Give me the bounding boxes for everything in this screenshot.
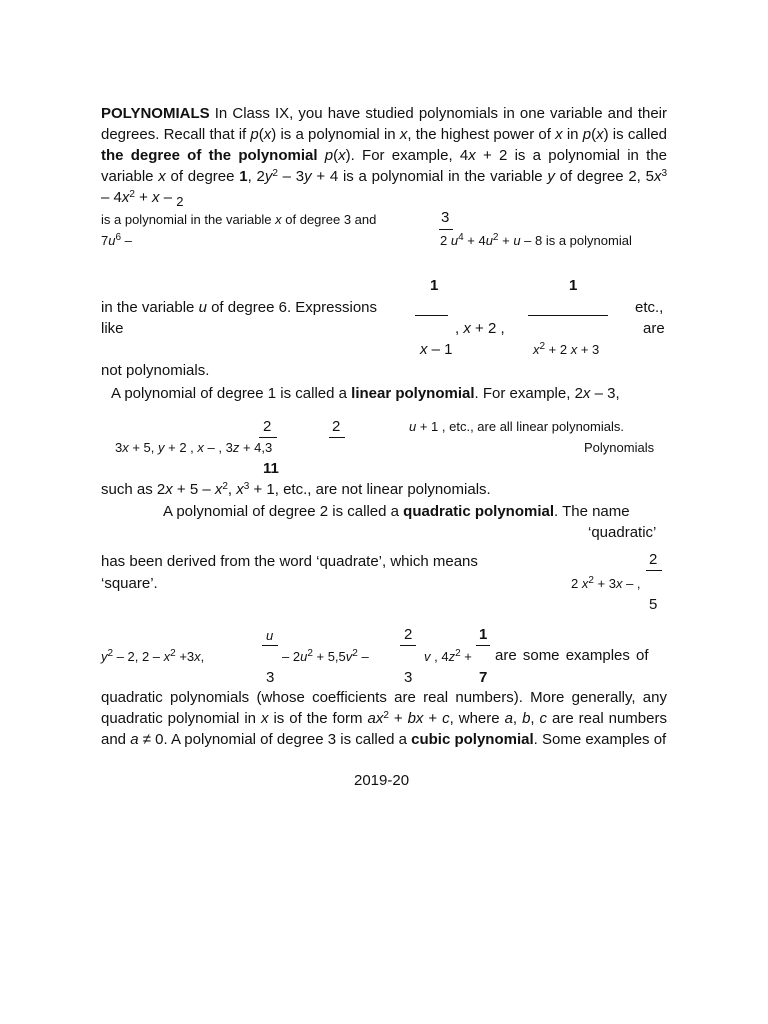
polynomial-u-end: 2 $u^4 + 4u^2 + u - 8$ is a polynomial: [440, 232, 632, 248]
expr-numerator-2: 1: [569, 277, 578, 294]
expr-fraction-bar-2: [528, 315, 608, 316]
polynomial-u-start: $7u^6$ –: [101, 232, 132, 248]
page-footer-year: 2019-20: [354, 772, 410, 789]
not-linear-line: such as $2x + 5 - x^2$, $x^3 + 1$, etc., are not linear polynomials.: [101, 481, 491, 498]
quad-example-1: 2 $x^2 + 3x$ – ,: [571, 575, 641, 591]
quad-bar-u: [262, 645, 278, 646]
linear-numerator-1: 2: [263, 418, 272, 435]
expr-middle: , x + 2 ,: [455, 320, 505, 337]
quad-examples-a: $y^2 - 2$, $2 - x^2 +3x$,: [101, 648, 205, 664]
linear-definition: A polynomial of degree 1 is called a linear polynomial. For example, 2x – 3,: [111, 385, 620, 402]
quad-examples-b: – $2u^2 + 5,5v^2$ –: [282, 648, 369, 664]
quadratic-word: ‘quadratic’: [588, 524, 657, 541]
not-polynomials-line: not polynomials.: [101, 362, 210, 379]
polynomials-label: Polynomials: [584, 440, 655, 455]
general-form-paragraph: quadratic polynomials (whose coefficients are real numbers). More generally, any quadratic polynomial in x is of the form $ax^2$ + bx + c, where a, b, c are real numbers and a ≠ 0. A polynomial of degree 3 is called a cubic polynomial. Some examples of: [101, 689, 667, 748]
some-examples-label: are some examples of: [495, 647, 649, 664]
quad-fraction-denominator: 5: [649, 596, 658, 613]
quad-bar-1: [476, 645, 490, 646]
quadrate-line: has been derived from the word ‘quadrate’, which means: [101, 553, 478, 570]
quad-num-2: 2: [404, 626, 413, 643]
square-word: ‘square’.: [101, 575, 158, 592]
quad-examples-c: v , $4z^2$ +: [424, 648, 472, 664]
like-label: like: [101, 320, 124, 337]
fraction-numerator: 3: [441, 209, 450, 226]
linear-tail: u + 1 , etc., are all linear polynomials.: [409, 419, 624, 434]
quad-fraction-numerator: 2: [649, 551, 658, 568]
expr-numerator-1: 1: [430, 277, 439, 294]
quad-den-3a: 3: [266, 669, 275, 686]
section-heading: POLYNOMIALS: [101, 105, 210, 122]
linear-fraction-bar-2: [329, 437, 345, 438]
linear-denominator: 11: [263, 460, 279, 477]
expressions-line: in the variable u of degree 6. Expressions: [101, 299, 378, 316]
quadratic-definition: A polynomial of degree 2 is called a quadratic polynomial. The name: [163, 503, 630, 520]
linear-numerator-2: 2: [332, 418, 341, 435]
intro-paragraph: POLYNOMIALS In Class IX, you have studied polynomials in one variable and their degrees. Recall that if p(x) is a polynomial in x, the highest power of x in p(x) is called the degree of the polynomial p(x). For example, 4x + 2 is a polynomial in the variable x of degree 1, $2y^2 - 3y + 4$ is a polynomial in the variable y of degree 2, $5x^3 - 4x^2 + x - _2$: [101, 105, 668, 209]
are-label: are: [643, 320, 665, 337]
quad-bar-2: [400, 645, 416, 646]
degree-three-line: is a polynomial in the variable x of degree 3 and: [101, 212, 377, 227]
quad-num-1: 1: [479, 626, 488, 643]
quad-den-7: 7: [479, 669, 488, 686]
quad-den-3b: 3: [404, 669, 413, 686]
linear-examples: 3x + 5, y + 2 , x – , 3z + 4,3: [115, 440, 273, 455]
expr-fraction-bar-1: [415, 315, 448, 316]
quad-num-u: u: [266, 628, 274, 643]
etc-label: etc.,: [635, 299, 664, 316]
fraction-bar: [439, 229, 453, 230]
expr-denominator-1: x – 1: [420, 341, 453, 358]
quad-fraction-bar: [646, 570, 662, 571]
expr-denominator-2: $x^2 + 2$ x + 3: [533, 341, 600, 357]
